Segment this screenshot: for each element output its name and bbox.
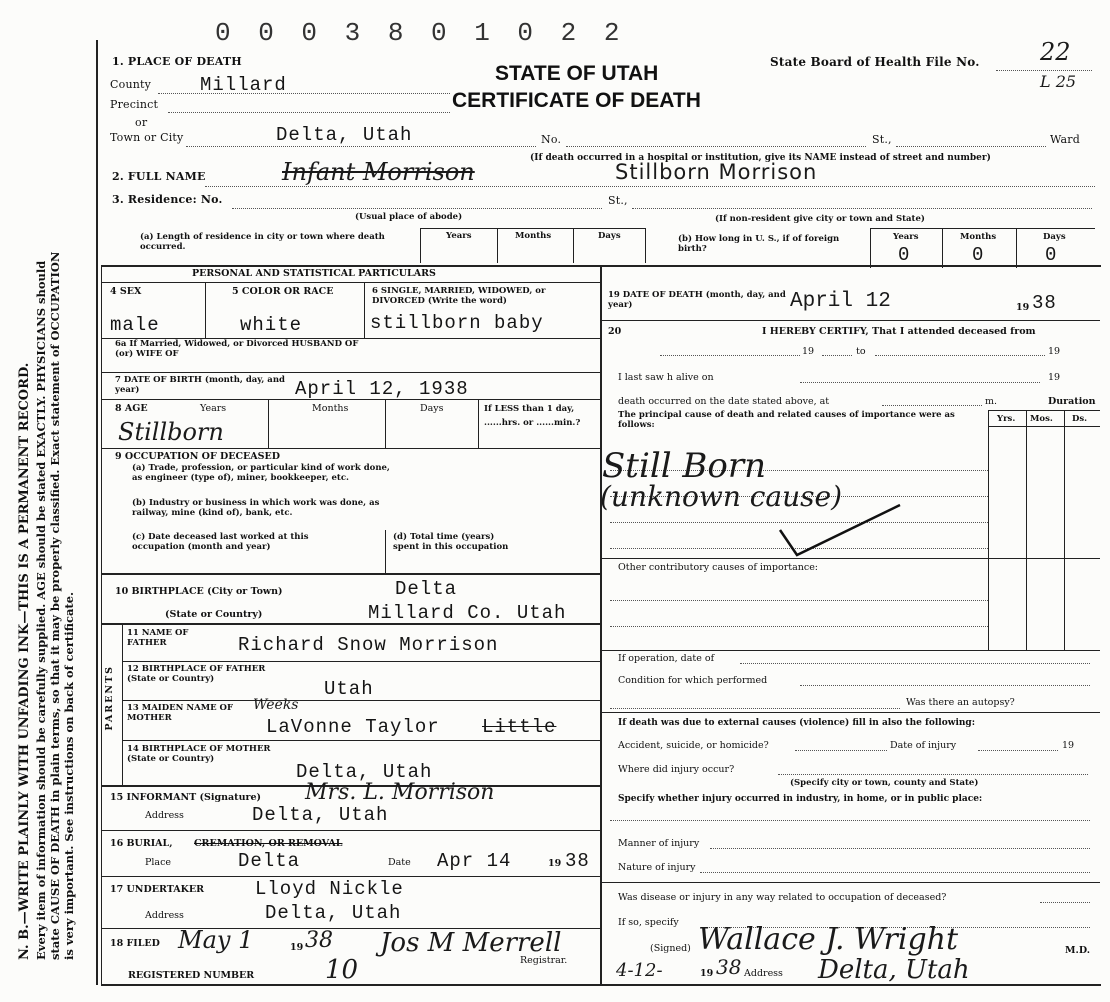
full-name-value: Stillborn Morrison (615, 160, 818, 184)
occupation-related-label: Was disease or injury in any way related to occupation of deceased? (618, 892, 947, 903)
injury-date-label: Date of injury (890, 740, 957, 751)
color-value: white (240, 314, 303, 336)
burial-place-label: Place (145, 857, 172, 868)
file-no-label: State Board of Health File No. (770, 55, 980, 69)
occupation-d: (d) Total time (years) spent in this occupation (393, 532, 509, 552)
accident-label: Accident, suicide, or homicide? (618, 740, 769, 751)
age-label: 8 AGE (115, 403, 148, 414)
other-causes-label: Other contributory causes of importance: (618, 562, 819, 573)
certificate-serial: 0 0 0 3 8 0 1 0 2 2 (215, 18, 626, 48)
injury-19: 19 (1062, 740, 1075, 751)
burial-date: Apr 14 (437, 850, 512, 872)
burial-year-prefix: 19 (548, 858, 562, 869)
registrar-label: Registrar. (520, 955, 568, 966)
length-residence-label: (a) Length of residence in city or town where death occurred. (140, 232, 385, 252)
us-months-label: Months (960, 232, 997, 242)
certificate-19: 19 (700, 968, 714, 979)
death-year-prefix: 19 (1016, 302, 1030, 313)
death-occurred-m: m. (985, 396, 998, 407)
informant-address-label: Address (145, 810, 184, 821)
file-no-sub: L 25 (1040, 72, 1077, 91)
undertaker-name: Lloyd Nickle (255, 878, 404, 900)
duration-ds: Ds. (1072, 414, 1088, 424)
last-saw-19: 19 (1048, 372, 1061, 383)
mother-birthplace-label: 14 BIRTHPLACE OF MOTHER (State or Country) (127, 744, 271, 764)
certify-no: 20 (608, 326, 622, 337)
burial-date-label: Date (388, 857, 411, 868)
personal-heading: PERSONAL AND STATISTICAL PARTICULARS (192, 268, 436, 279)
checkmark-icon (775, 500, 905, 560)
usual-abode-note: (Usual place of abode) (355, 212, 463, 222)
us-days-label: Days (1043, 232, 1066, 242)
certificate-year: 38 (716, 955, 742, 979)
duration-label: Duration (1048, 396, 1096, 407)
margin-line-2: Every item of information should be carefully supplied. AGE should be stated EXACTLY. PHYSICIANS should (34, 260, 48, 960)
sex-value: male (110, 314, 160, 336)
mother-name-note: Weeks (253, 697, 299, 713)
length-years: Years (446, 231, 472, 241)
attended-to: to (856, 346, 866, 357)
mother-name-struck: Little (482, 716, 557, 738)
place-of-death-label: 1. PLACE OF DEATH (112, 55, 242, 68)
informant-signature: Mrs. L. Morrison (305, 780, 495, 805)
filed-date: May 1 (178, 926, 254, 954)
full-name-label: 2. FULL NAME (112, 170, 206, 183)
certify-text: I HEREBY CERTIFY, That I attended deceased from (762, 326, 1036, 337)
external-causes-label: If death was due to external causes (violence) fill in also the following: (618, 718, 976, 728)
precinct-label: Precinct (110, 98, 159, 111)
physician-address-label: Address (744, 968, 783, 979)
father-name: Richard Snow Morrison (238, 634, 499, 656)
undertaker-address-label: Address (145, 910, 184, 921)
or-label: or (135, 116, 148, 129)
signed-label: (Signed) (650, 943, 691, 954)
mother-name: LaVonne Taylor (266, 716, 440, 738)
marital-value: stillborn baby (370, 312, 544, 334)
county-value: Millard (200, 74, 287, 96)
physician-address: Delta, Utah (818, 955, 970, 985)
cause-of-death-1: Still Born (602, 446, 766, 486)
residence-label: 3. Residence: No. (112, 193, 223, 206)
operation-label: If operation, date of (618, 653, 715, 664)
age-value: Stillborn (118, 418, 224, 446)
age-years-label: Years (200, 403, 227, 414)
occupation-c: (c) Date deceased last worked at this occupation (month and year) (132, 532, 309, 552)
death-occurred-label: death occurred on the date stated above, at (618, 396, 830, 407)
autopsy-label: Was there an autopsy? (906, 697, 1015, 708)
birthplace-city: Delta (395, 578, 458, 600)
color-label: 5 COLOR OR RACE (232, 286, 334, 297)
county-label: County (110, 78, 152, 91)
hospital-note: (If death occurred in a hospital or institution, give its NAME instead of street and number) (530, 153, 991, 163)
burial-place: Delta (238, 850, 301, 872)
street-no-label: No. (541, 133, 562, 146)
marital-label: 6 SINGLE, MARRIED, WIDOWED, or DIVORCED (Write the word) (372, 286, 546, 306)
undertaker-address: Delta, Utah (265, 902, 402, 924)
duration-yrs: Yrs. (997, 414, 1016, 424)
nonresident-note: (If non-resident give city or town and State) (715, 214, 925, 224)
dob-value: April 12, 1938 (295, 378, 469, 400)
certificate-title: CERTIFICATE OF DEATH (452, 89, 701, 112)
father-name-label: 11 NAME OF FATHER (127, 628, 189, 648)
parents-side-label: PARENTS (104, 665, 115, 731)
injury-where-note: (Specify city or town, county and State) (790, 778, 979, 788)
informant-label: 15 INFORMANT (Signature) (110, 792, 262, 803)
birthplace-state: Millard Co. Utah (368, 602, 567, 624)
attended-19a: 19 (802, 346, 815, 357)
age-months-label: Months (312, 403, 349, 414)
injury-specify-label: Specify whether injury occurred in industry, in home, or in public place: (618, 794, 983, 804)
margin-line-1: N. B.—WRITE PLAINLY WITH UNFADING INK—THIS IS A PERMANENT RECORD. (17, 362, 32, 960)
principal-cause-label: The principal cause of death and related causes of importance were as follows: (618, 410, 955, 430)
street-label: St., (872, 133, 892, 146)
if-so-label: If so, specify (618, 917, 679, 928)
informant-address: Delta, Utah (252, 804, 389, 826)
manner-label: Manner of injury (618, 838, 700, 849)
margin-line-4: is very important. See instructions on back of certificate. (62, 591, 76, 960)
length-days: Days (598, 231, 621, 241)
injury-where-label: Where did injury occur? (618, 764, 735, 775)
birthplace-state-label: (State or Country) (165, 609, 263, 620)
mother-birthplace: Delta, Utah (296, 761, 433, 783)
filed-year: 38 (305, 928, 333, 953)
burial-label: 16 BURIAL, (110, 838, 173, 849)
us-duration-label: (b) How long in U. S., if of foreign birth? (678, 234, 840, 254)
father-birthplace: Utah (324, 678, 374, 700)
father-birthplace-label: 12 BIRTHPLACE OF FATHER (State or Country) (127, 664, 266, 684)
spouse-label: 6a If Married, Widowed, or Divorced HUSBAND OF (or) WIFE OF (115, 339, 359, 359)
us-days-value: 0 (1045, 244, 1058, 266)
file-no-value: 22 (1040, 38, 1071, 66)
registered-number: 10 (325, 955, 359, 985)
occupation-label: 9 OCCUPATION OF DECEASED (115, 451, 281, 462)
death-year: 38 (1032, 292, 1057, 314)
attended-19b: 19 (1048, 346, 1061, 357)
date-of-death-label: 19 DATE OF DEATH (month, day, and year) (608, 290, 786, 310)
last-saw-label: I last saw h alive on (618, 372, 714, 383)
age-less-label: If LESS than 1 day, ......hrs. or ......min.? (484, 404, 581, 428)
margin-line-3: state CAUSE OF DEATH in plain terms, so that it may be properly classified. Exact statement of OCCUPATION (48, 251, 62, 960)
cause-of-death-2: (unknown cause) (600, 480, 843, 513)
town-value: Delta, Utah (276, 124, 413, 146)
duration-mos: Mos. (1030, 414, 1053, 424)
registrar-signature: Jos M Merrell (380, 928, 562, 958)
filed-year-prefix: 19 (290, 942, 304, 953)
date-of-death-value: April 12 (790, 290, 891, 313)
mother-name-label: 13 MAIDEN NAME OF MOTHER (127, 703, 233, 723)
ward-label: Ward (1050, 133, 1081, 146)
state-title: STATE OF UTAH (495, 62, 659, 85)
us-years-label: Years (893, 232, 919, 242)
sex-label: 4 SEX (110, 286, 142, 297)
registered-number-label: REGISTERED NUMBER (128, 970, 255, 981)
md-label: M.D. (1065, 945, 1091, 956)
age-days-label: Days (420, 403, 444, 414)
certificate-date: 4-12- (616, 960, 663, 981)
town-label: Town or City (110, 131, 184, 144)
us-months-value: 0 (972, 244, 985, 266)
residence-st-label: St., (608, 194, 628, 207)
birthplace-label: 10 BIRTHPLACE (City or Town) (115, 586, 283, 597)
burial-year: 38 (565, 850, 590, 872)
condition-label: Condition for which performed (618, 675, 768, 686)
us-years-value: 0 (898, 244, 911, 266)
physician-signature: Wallace J. Wright (698, 922, 959, 957)
filed-label: 18 FILED (110, 938, 160, 949)
undertaker-label: 17 UNDERTAKER (110, 884, 205, 895)
margin-instructions (18, 0, 76, 960)
burial-struck: CREMATION, OR REMOVAL (194, 838, 343, 849)
occupation-a: (a) Trade, profession, or particular kind of work done, as engineer (type of), miner, bookkeeper, etc. (132, 463, 390, 483)
nature-label: Nature of injury (618, 862, 696, 873)
dob-label: 7 DATE OF BIRTH (month, day, and year) (115, 375, 285, 395)
full-name-struck: Infant Morrison (282, 158, 475, 186)
length-months: Months (515, 231, 552, 241)
occupation-b: (b) Industry or business in which work was done, as railway, mine (kind of), bank, etc. (132, 498, 380, 518)
